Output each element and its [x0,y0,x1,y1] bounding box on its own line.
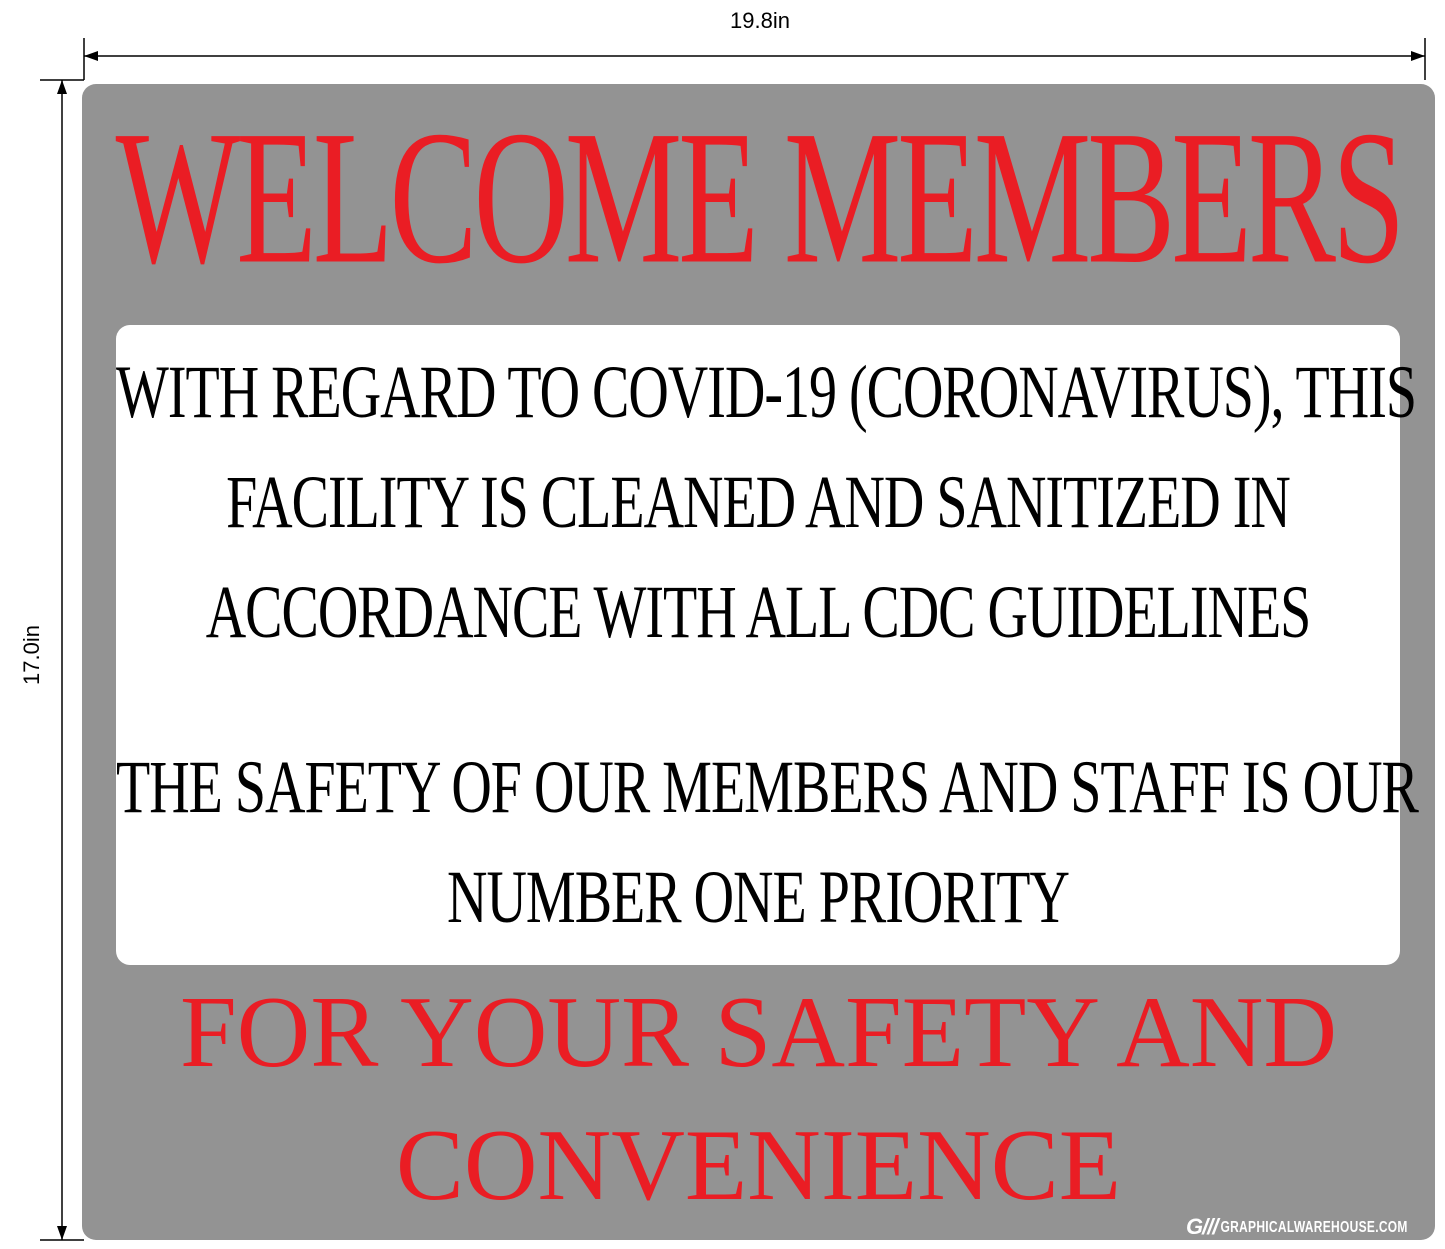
body-line-5: NUMBER ONE PRIORITY [447,855,1069,940]
sign-headline: WELCOME MEMBERS [115,90,1402,304]
brand-mark-icon: G/// [1186,1214,1218,1239]
footer-line-1: FOR YOUR SAFETY AND [179,976,1338,1089]
brand-logo [1186,1214,1408,1240]
body-line-4: THE SAFETY OF OUR MEMBERS AND STAFF IS OUR [116,745,1418,830]
width-label: 19.8in [730,8,790,33]
footer-line-2: CONVENIENCE [395,1109,1122,1222]
brand-text: GRAPHICALWAREHOUSE.COM [1220,1217,1408,1237]
body-line-3: ACCORDANCE WITH ALL CDC GUIDELINES [205,570,1311,655]
body-line-2: FACILITY IS CLEANED AND SANITIZED IN [226,460,1290,545]
height-bottom-arrow [57,1226,67,1240]
width-left-arrow [84,51,98,61]
height-label: 17.0in [19,625,44,685]
width-right-arrow [1411,51,1425,61]
body-line-1: WITH REGARD TO COVID-19 (CORONAVIRUS), THIS [116,350,1416,435]
message-panel [116,325,1418,965]
height-top-arrow [57,80,67,94]
